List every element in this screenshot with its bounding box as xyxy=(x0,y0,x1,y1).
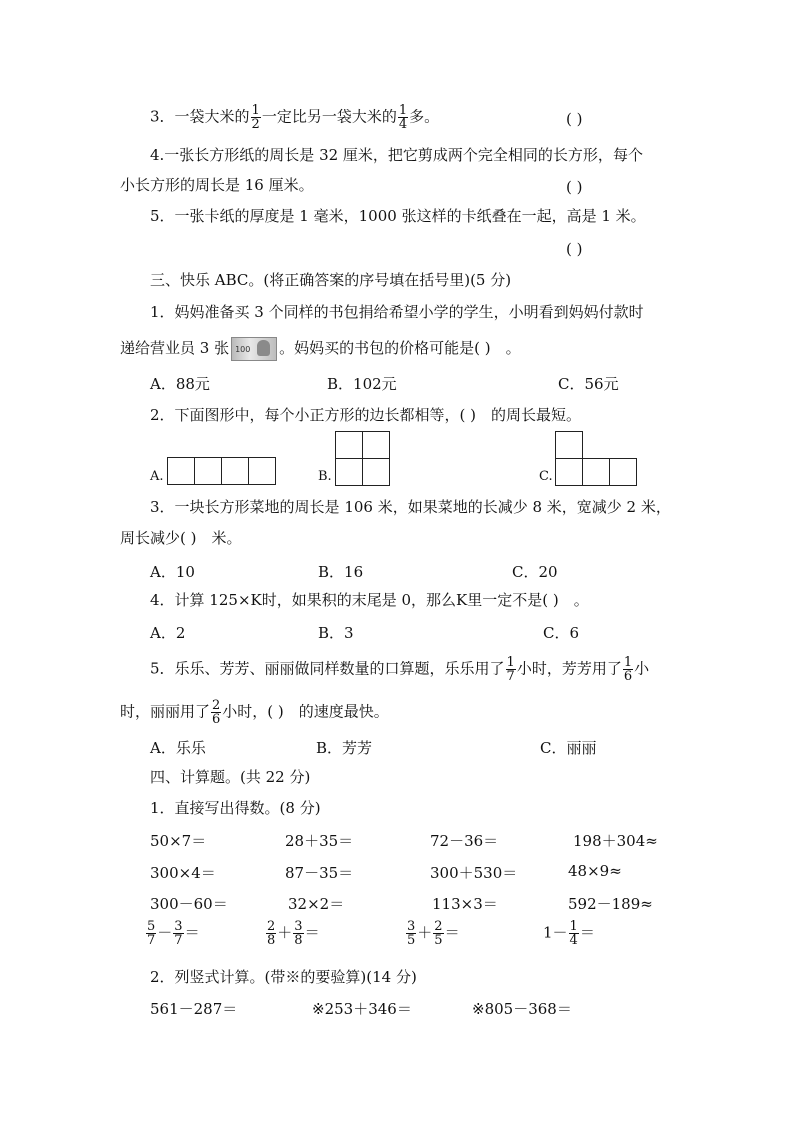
banknote-label: 100 xyxy=(235,345,251,354)
option-c[interactable]: C．20 xyxy=(512,563,558,581)
q5-text-pre: 5．乐乐、芳芳、丽丽做同样数量的口算题，乐乐用了 xyxy=(150,659,505,678)
numerator: 3 xyxy=(294,919,303,934)
numerator: 2 xyxy=(267,919,276,934)
s3-q1-line2 xyxy=(120,337,521,361)
fraction-calc xyxy=(543,920,595,947)
s3-q1-line1: 1．妈妈准备买 3 个同样的书包捐给希望小学的学生，小明看到妈妈付款时 xyxy=(150,303,644,321)
calc-item: 300×4＝ xyxy=(150,864,216,882)
square xyxy=(221,457,249,485)
q3-text-pre: 3．一袋大米的 xyxy=(150,107,250,126)
shape-b-label[interactable]: B. xyxy=(318,469,332,484)
answer-blank[interactable]: ( ) xyxy=(566,110,583,128)
square xyxy=(362,458,390,486)
numerator: 3 xyxy=(174,919,183,934)
option-a[interactable]: A．10 xyxy=(150,563,195,581)
numerator: 1 xyxy=(506,655,515,670)
calc-item: 48×9≈ xyxy=(568,862,622,880)
calc-item: 50×7＝ xyxy=(150,832,207,850)
numerator: 1 xyxy=(398,103,408,118)
square xyxy=(248,457,276,485)
denominator: 6 xyxy=(212,712,221,727)
answer-blank[interactable]: ( ) xyxy=(566,240,583,258)
fraction xyxy=(173,920,183,947)
s3-q5-line2 xyxy=(120,699,389,726)
numerator: 2 xyxy=(212,698,221,713)
calc-item: 28＋35＝ xyxy=(285,832,354,850)
denominator: 5 xyxy=(407,933,416,948)
square xyxy=(167,457,195,485)
numerator: 2 xyxy=(434,919,443,934)
square xyxy=(555,458,583,486)
denominator: 2 xyxy=(251,117,260,132)
q3-text-mid: 一定比另一袋大米的 xyxy=(261,107,397,126)
denominator: 5 xyxy=(434,933,443,948)
calc-item: 113×3＝ xyxy=(432,895,498,913)
denominator: 4 xyxy=(398,117,408,132)
fraction-calc xyxy=(265,920,320,947)
denominator: 7 xyxy=(147,933,156,948)
s3-q2-text: 2．下面图形中，每个小正方形的边长都相等，( ) 的周长最短。 xyxy=(150,406,582,424)
option-c-text: C．丽丽 xyxy=(540,739,597,757)
fraction xyxy=(433,920,443,947)
denominator: 6 xyxy=(623,669,633,684)
denominator: 8 xyxy=(294,933,303,948)
fraction xyxy=(211,699,221,726)
fraction xyxy=(406,920,416,947)
q5-text-post: 小 xyxy=(634,659,650,678)
calc-item: 72－36＝ xyxy=(430,832,499,850)
fraction xyxy=(293,920,303,947)
portrait-icon xyxy=(257,340,270,356)
shape-c-label[interactable]: C. xyxy=(539,469,553,484)
numerator: 1 xyxy=(623,655,633,670)
vertical-calc: ※253＋346＝ xyxy=(312,1000,412,1018)
option-b[interactable]: B．3 xyxy=(318,624,354,642)
banknote-image xyxy=(231,337,277,361)
operator: ＋ xyxy=(417,923,433,942)
equals: ＝ xyxy=(444,923,460,942)
denominator: 7 xyxy=(174,933,183,948)
s3-q4-line1: 4．计算 125×K时，如果积的末尾是 0，那么K里一定不是( ) 。 xyxy=(150,591,589,609)
square xyxy=(609,458,637,486)
equals: ＝ xyxy=(184,923,200,942)
square xyxy=(362,431,390,459)
q5-line2-pre: 时，丽丽用了 xyxy=(120,702,211,721)
calc-item: 592－189≈ xyxy=(568,895,653,913)
denominator: 4 xyxy=(569,933,578,948)
calc-item: 300＋530＝ xyxy=(430,864,518,882)
fraction xyxy=(569,920,579,947)
fraction xyxy=(506,656,516,683)
numerator: 5 xyxy=(147,919,156,934)
vertical-calc: 561－287＝ xyxy=(150,1000,238,1018)
shape-a-label[interactable]: A. xyxy=(150,469,164,484)
fraction-calc xyxy=(405,920,460,947)
square xyxy=(194,457,222,485)
judge-q5-line1: 5．一张卡纸的厚度是 1 毫米，1000 张这样的卡纸叠在一起，高是 1 米。 xyxy=(150,207,646,225)
answer-blank[interactable]: ( ) xyxy=(566,178,583,196)
option-b[interactable]: B．芳芳 xyxy=(316,739,373,757)
fraction xyxy=(146,920,156,947)
fraction xyxy=(398,104,408,131)
fraction xyxy=(623,656,633,683)
operator: － xyxy=(157,923,173,942)
vertical-calc: ※805－368＝ xyxy=(472,1000,572,1018)
denominator: 8 xyxy=(267,933,276,948)
fraction-calc xyxy=(145,920,200,947)
q1-text-post: 。妈妈买的书包的价格可能是( ) 。 xyxy=(279,339,521,357)
equals: ＝ xyxy=(304,923,320,942)
q1-text-pre: 递给营业员 3 张 xyxy=(120,339,230,357)
section4-title: 四、计算题。(共 22 分) xyxy=(150,768,311,786)
q5-text-mid: 小时，芳芳用了 xyxy=(516,659,622,678)
judge-q3 xyxy=(150,104,439,131)
q5-line2-post: 小时，( ) 的速度最快。 xyxy=(222,702,389,721)
option-b[interactable]: B．16 xyxy=(318,563,364,581)
judge-q4-line2: 小长方形的周长是 16 厘米。 xyxy=(120,176,314,194)
option-c[interactable] xyxy=(540,737,596,758)
calc-item: 32×2＝ xyxy=(288,895,345,913)
s3-q3-line2: 周长减少( ) 米。 xyxy=(120,529,242,547)
option-a[interactable]: A．乐乐 xyxy=(150,739,206,757)
q3-text-post: 多。 xyxy=(409,107,440,126)
numerator: 3 xyxy=(407,919,416,934)
calc-item: 87－35＝ xyxy=(285,864,354,882)
equals: ＝ xyxy=(579,923,595,942)
fraction xyxy=(266,920,276,947)
option-c[interactable]: C．56元 xyxy=(558,375,619,393)
option-b[interactable]: B．102元 xyxy=(327,375,397,393)
judge-q4-line1: 4.一张长方形纸的周长是 32 厘米，把它剪成两个完全相同的长方形，每个 xyxy=(150,146,643,164)
section3-title: 三、快乐 ABC。(将正确答案的序号填在括号里)(5 分) xyxy=(150,271,512,289)
s3-q3-line1: 3．一块长方形菜地的周长是 106 米，如果菜地的长减少 8 米，宽减少 2 米， xyxy=(150,498,671,516)
option-a[interactable]: A．2 xyxy=(150,624,186,642)
calc-item: 300－60＝ xyxy=(150,895,228,913)
operator: ＋ xyxy=(277,923,293,942)
calc-item: 198＋304≈ xyxy=(573,832,658,850)
denominator: 7 xyxy=(506,669,515,684)
numerator: 1 xyxy=(251,103,260,118)
numerator: 1 xyxy=(569,919,578,934)
section4-sub2: 2．列竖式计算。(带※的要验算)(14 分) xyxy=(150,968,417,986)
fraction xyxy=(251,104,261,131)
option-c[interactable]: C．6 xyxy=(543,624,580,642)
s3-q5-line1 xyxy=(150,656,649,683)
whole-number: 1－ xyxy=(543,923,568,942)
section4-sub1: 1．直接写出得数。(8 分) xyxy=(150,799,321,817)
square xyxy=(582,458,610,486)
square xyxy=(555,431,583,459)
square xyxy=(335,431,363,459)
option-a[interactable]: A．88元 xyxy=(150,375,210,393)
square xyxy=(335,458,363,486)
